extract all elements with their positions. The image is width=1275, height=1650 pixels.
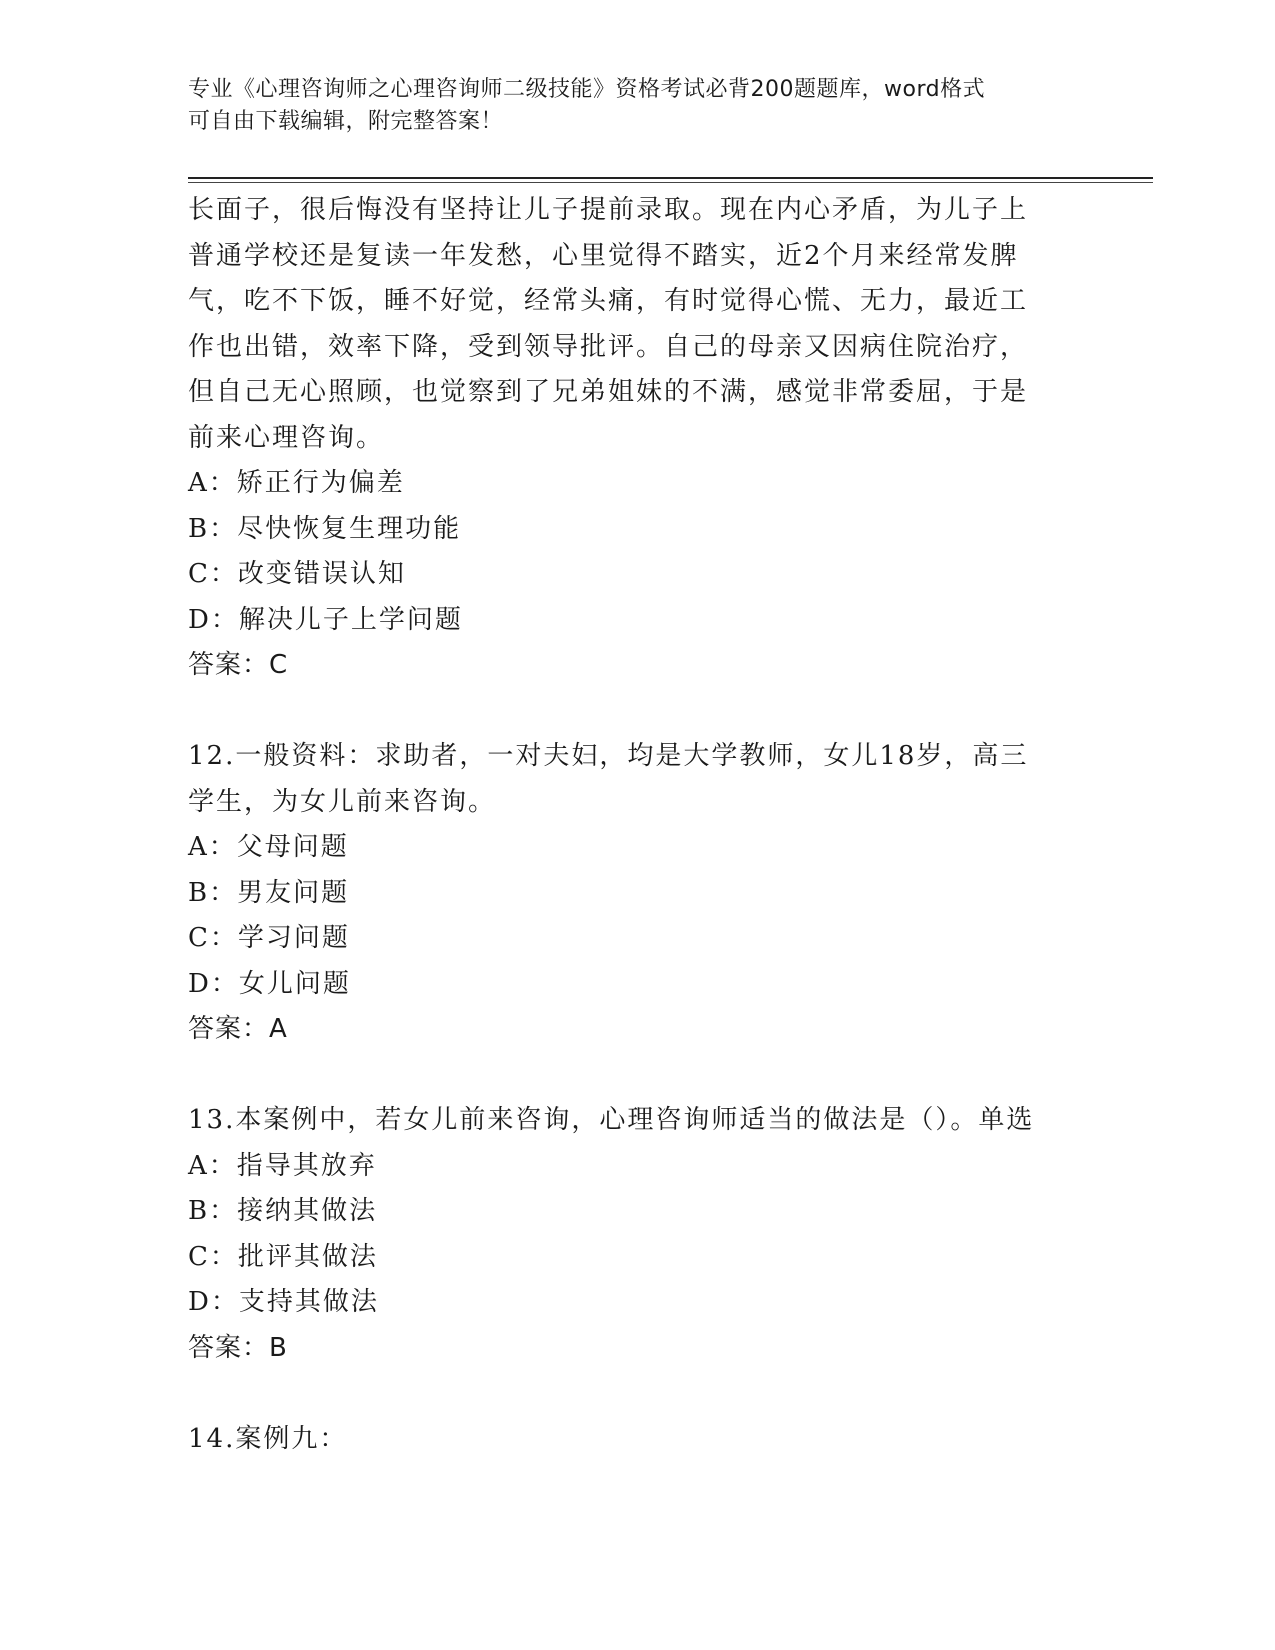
question-11-options [188,461,1068,689]
question-13 [188,1098,1068,1371]
question-12 [188,734,1068,1053]
option-a: A：矫正行为偏差 [188,468,405,498]
passage-line: 作也出错，效率下降，受到领导批评。自己的母亲又因病住院治疗， [188,331,1029,362]
option-d: D：解决儿子上学问题 [188,604,463,635]
option-c: C：批评其做法 [188,1241,378,1272]
question-14 [188,1417,1068,1463]
spacer [188,689,1068,735]
passage-line: 前来心理咨询。 [188,422,385,453]
spacer [188,1053,1068,1099]
answer-line: 答案：C [188,650,289,680]
option-d: D：女儿问题 [188,968,351,999]
header-line-1: 专业《心理咨询师之心理咨询师二级技能》资格考试必背200题题库，word格式 [188,77,986,102]
answer-line: 答案：A [188,1014,288,1044]
document-header [188,74,1068,138]
option-c: C：改变错误认知 [188,559,406,589]
passage-line: 长面子，很后悔没有坚持让儿子提前录取。现在内心矛盾，为儿子上 [188,195,1029,225]
header-line-2: 可自由下载编辑，附完整答案！ [188,109,504,134]
option-d: D：支持其做法 [188,1287,379,1317]
question-stem: 14.案例九： [188,1423,348,1454]
case-passage [188,188,1068,461]
passage-line: 气，吃不下饭，睡不好觉，经常头痛，有时觉得心慌、无力，最近工 [188,286,1029,316]
question-stem: 学生，为女儿前来咨询。 [188,786,497,817]
option-b: B：尽快恢复生理功能 [188,513,462,544]
header-divider-thick [188,177,1153,179]
header-divider-thin [188,182,1153,183]
option-b: B：接纳其做法 [188,1196,378,1226]
passage-line: 但自己无心照顾，也觉察到了兄弟姐妹的不满，感觉非常委屈，于是 [188,377,1029,407]
passage-line: 普通学校还是复读一年发愁，心里觉得不踏实，近2个月来经常发脾 [188,240,1019,271]
question-stem: 12.一般资料：求助者，一对夫妇，均是大学教师，女儿18岁，高三 [188,741,1029,771]
option-b: B：男友问题 [188,877,350,908]
option-a: A：指导其放弃 [188,1150,377,1181]
document-body [188,188,1068,1462]
spacer [188,1371,1068,1417]
option-c: C：学习问题 [188,923,350,953]
option-a: A：父母问题 [188,832,349,862]
question-stem: 13.本案例中，若女儿前来咨询，心理咨询师适当的做法是（）。单选 [188,1105,1035,1135]
answer-line: 答案：B [188,1332,288,1363]
